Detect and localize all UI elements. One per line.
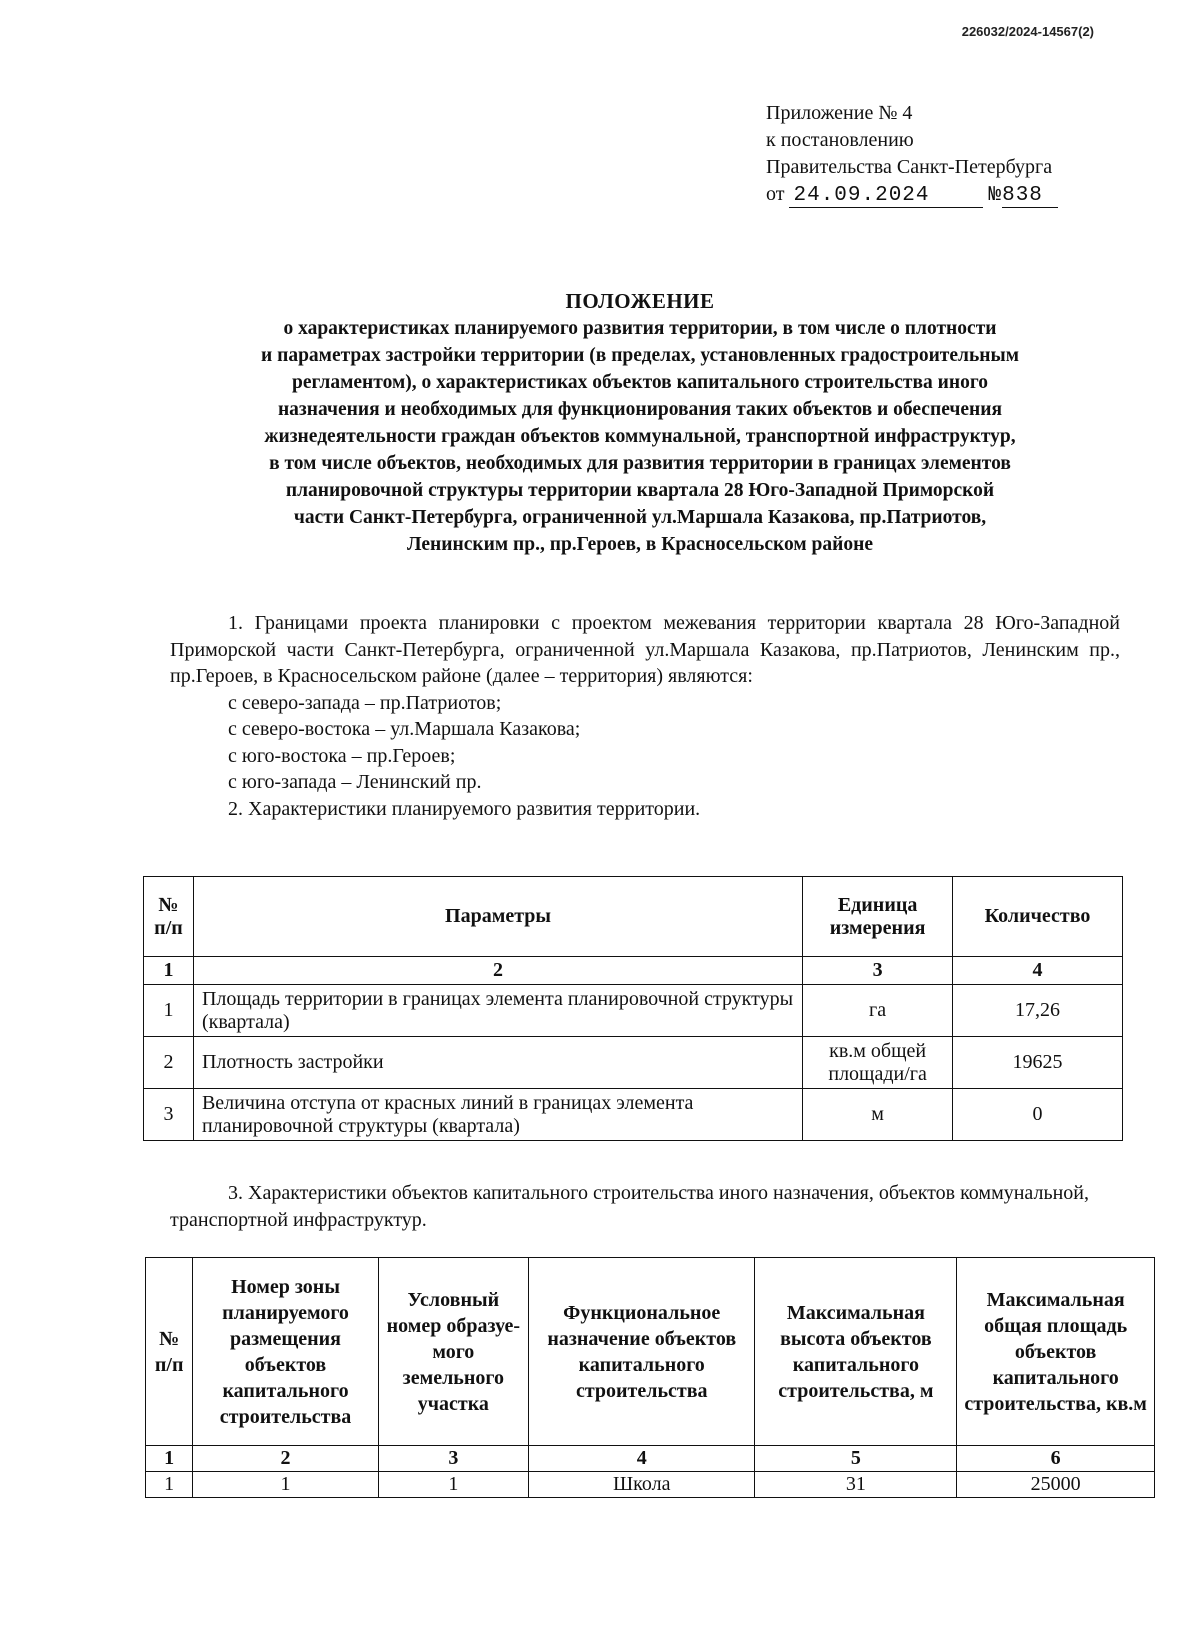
- column-number: 1: [146, 1446, 193, 1472]
- column-number: 3: [378, 1446, 528, 1472]
- appendix-line-2: к постановлению: [766, 129, 914, 151]
- column-header: Параметры: [193, 877, 802, 957]
- appendix-line-3: Правительства Санкт-Петербурга: [766, 156, 1053, 178]
- title-line: Ленинским пр., пр.Героев, в Красносельском районе: [406, 534, 874, 555]
- row-number: 1: [144, 985, 194, 1037]
- column-header: Количество: [953, 877, 1123, 957]
- appendix-date-line: [766, 181, 1058, 209]
- row-number: 1: [146, 1472, 193, 1498]
- table-row: [144, 1037, 1123, 1089]
- column-number-row: [146, 1446, 1155, 1472]
- table-header-row: [144, 877, 1123, 957]
- document-id: 226032/2024-14567(2): [961, 24, 1094, 39]
- column-number: 4: [953, 957, 1123, 985]
- column-header: Условный номер образуе-мого земельного участка: [378, 1258, 528, 1446]
- table-row: [144, 1089, 1123, 1141]
- title-heading: ПОЛОЖЕНИЕ: [565, 289, 715, 313]
- resolution-date: 24.09.2024: [789, 185, 983, 208]
- row-parameter: Величина отступа от красных линий в границах элемента планировочной структуры (квартала): [193, 1089, 802, 1141]
- row-plot: 1: [378, 1472, 528, 1498]
- table-header-row: [146, 1258, 1155, 1446]
- border-item: с северо-запада – пр.Патриотов;: [228, 691, 502, 714]
- border-item: с северо-востока – ул.Маршала Казакова;: [228, 718, 581, 740]
- row-purpose: Школа: [528, 1472, 755, 1498]
- column-header: Номер зоны планируемого размещения объектов капитального строительства: [193, 1258, 378, 1446]
- column-number-row: [144, 957, 1123, 985]
- column-number: 1: [144, 957, 194, 985]
- row-number: 2: [144, 1037, 194, 1089]
- column-header: Функциональное назначение объектов капитального строительства: [528, 1258, 755, 1446]
- column-header: Максимальная высота объектов капитального строительства, м: [755, 1258, 957, 1446]
- column-header: № п/п: [144, 877, 194, 957]
- number-label: №: [988, 184, 1003, 207]
- section-2-heading: 2. Характеристики планируемого развития территории.: [228, 797, 701, 820]
- column-header: № п/п: [146, 1258, 193, 1446]
- appendix-line-1: Приложение № 4: [766, 102, 913, 124]
- border-item: с юго-востока – пр.Героев;: [228, 744, 456, 767]
- row-height: 31: [755, 1472, 957, 1498]
- column-header: Единица измерения: [803, 877, 953, 957]
- table-row: [146, 1472, 1155, 1498]
- row-quantity: 19625: [953, 1037, 1123, 1089]
- row-quantity: 17,26: [953, 985, 1123, 1037]
- row-zone: 1: [193, 1472, 378, 1498]
- column-header: Максимальная общая площадь объектов капитального строительства, кв.м: [957, 1258, 1155, 1446]
- row-area: 25000: [957, 1472, 1155, 1498]
- row-unit: га: [803, 985, 953, 1037]
- title-line: регламентом), о характеристиках объектов капитального строительства иного: [292, 372, 988, 393]
- resolution-number: 838: [1002, 185, 1058, 208]
- section-3-heading: 3. Характеристики объектов капитального строительства иного назначения, объектов коммунальной, транспортной инфраструктур.: [170, 1182, 1089, 1231]
- section-1: [170, 610, 1120, 822]
- row-parameter: Площадь территории в границах элемента планировочной структуры (квартала): [193, 985, 802, 1037]
- from-label: от: [766, 183, 785, 205]
- title-line: жизнедеятельности граждан объектов коммунальной, транспортной инфраструктур,: [264, 426, 1016, 447]
- section-3: [170, 1180, 1140, 1234]
- column-number: 6: [957, 1446, 1155, 1472]
- row-parameter: Плотность застройки: [193, 1037, 802, 1089]
- title-line: и параметрах застройки территории (в пределах, установленных градостроительным: [260, 345, 1020, 366]
- table-row: [144, 985, 1123, 1037]
- border-item: с юго-запада – Ленинский пр.: [228, 771, 482, 793]
- title-line: назначения и необходимых для функционирования таких объектов и обеспечения: [277, 399, 1003, 420]
- column-number: 3: [803, 957, 953, 985]
- column-number: 2: [193, 957, 802, 985]
- title-line: части Санкт-Петербурга, ограниченной ул.Маршала Казакова, пр.Патриотов,: [293, 507, 987, 528]
- section-1-paragraph: 1. Границами проекта планировки с проектом межевания территории квартала 28 Юго-Западной Приморской части Санкт-Петербурга, ограниченной ул.Маршала Казакова, пр.Патриотов, Ленинским пр., пр.Героев, в Красносельском районе (далее – территория) являются:: [170, 612, 1120, 687]
- title-line: планировочной структуры территории квартала 28 Юго-Западной Приморской: [285, 480, 995, 501]
- row-quantity: 0: [953, 1089, 1123, 1141]
- title-line: в том числе объектов, необходимых для развития территории в границах элементов: [269, 453, 1011, 474]
- row-number: 3: [144, 1089, 194, 1141]
- column-number: 2: [193, 1446, 378, 1472]
- column-number: 4: [528, 1446, 755, 1472]
- territory-characteristics-table: [143, 876, 1123, 1141]
- appendix-block: [766, 100, 1058, 209]
- row-unit: кв.м общей площади/га: [803, 1037, 953, 1089]
- title-line: о характеристиках планируемого развития территории, в том числе о плотности: [283, 318, 997, 339]
- column-number: 5: [755, 1446, 957, 1472]
- document-title: [150, 288, 1130, 558]
- capital-construction-table: [145, 1257, 1155, 1498]
- row-unit: м: [803, 1089, 953, 1141]
